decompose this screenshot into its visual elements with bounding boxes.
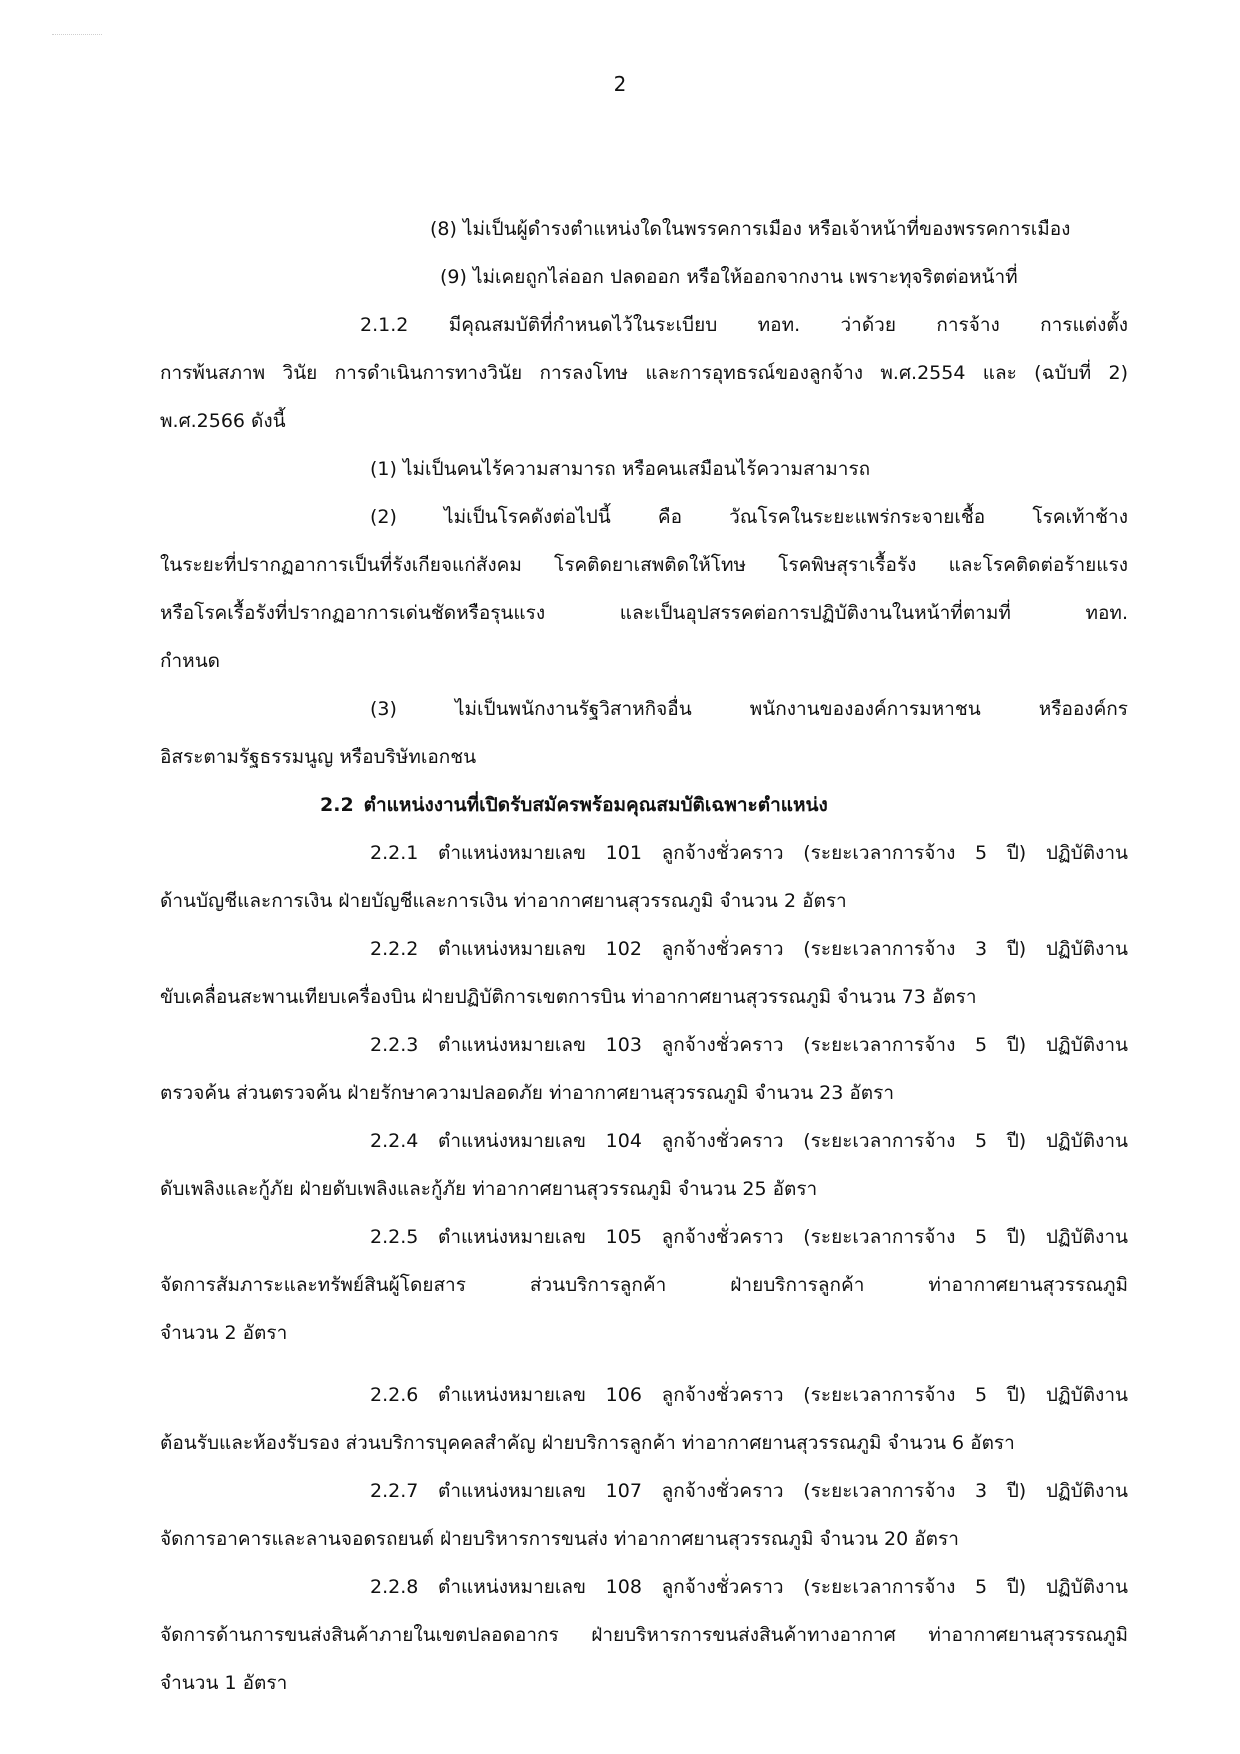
position-104-line-1	[160, 1117, 1128, 1165]
section-2-2-heading	[160, 781, 1128, 829]
position-102-line-2: ขับเคลื่อนสะพานเทียบเครื่องบิน ฝ่ายปฏิบัติการเขตการบิน ท่าอากาศยานสุวรรณภูมิ จำนวน 73 อัตรา	[160, 986, 977, 1008]
position-106-line-1	[160, 1371, 1128, 1419]
position-101-line-1	[160, 829, 1128, 877]
position-107-line-2: จัดการอาคารและลานจอดรถยนต์ ฝ่ายบริหารการขนส่ง ท่าอากาศยานสุวรรณภูมิ จำนวน 20 อัตรา	[160, 1528, 959, 1550]
qualification-sub-1: (1) ไม่เป็นคนไร้ความสามารถ หรือคนเสมือนไร้ความสามารถ	[370, 458, 871, 480]
position-104-line-2: ดับเพลิงและกู้ภัย ฝ่ายดับเพลิงและกู้ภัย ท่าอากาศยานสุวรรณภูมิ จำนวน 25 อัตรา	[160, 1178, 818, 1200]
position-103-line-2: ตรวจค้น ส่วนตรวจค้น ฝ่ายรักษาความปลอดภัย ท่าอากาศยานสุวรรณภูมิ จำนวน 23 อัตรา	[160, 1082, 894, 1104]
position-103-text: 2.2.3 ตำแหน่งหมายเลข 103 ลูกจ้างชั่วคราว (ระยะเวลาการจ้าง 5 ปี) ปฏิบัติงาน	[370, 1034, 1128, 1056]
section-2-1-2-text: 2.1.2 มีคุณสมบัติที่กำหนดไว้ในระเบียบ ทอท. ว่าด้วย การจ้าง การแต่งตั้ง	[360, 314, 1128, 336]
position-106-text: 2.2.6 ตำแหน่งหมายเลข 106 ลูกจ้างชั่วคราว (ระยะเวลาการจ้าง 5 ปี) ปฏิบัติงาน	[370, 1384, 1128, 1406]
position-106-line-2: ต้อนรับและห้องรับรอง ส่วนบริการบุคคลสำคัญ ฝ่ายบริการลูกค้า ท่าอากาศยานสุวรรณภูมิ จำนวน 6 อัตรา	[160, 1432, 1015, 1454]
position-104-text: 2.2.4 ตำแหน่งหมายเลข 104 ลูกจ้างชั่วคราว (ระยะเวลาการจ้าง 5 ปี) ปฏิบัติงาน	[370, 1130, 1128, 1152]
section-2-1-2-line-3: พ.ศ.2566 ดังนี้	[160, 410, 286, 432]
position-103-line-1	[160, 1021, 1128, 1069]
position-107-line-1	[160, 1467, 1128, 1515]
position-108-continuation: จัดการด้านการขนส่งสินค้าภายในเขตปลอดอากร ฝ่ายบริหารการขนส่งสินค้าทางอากาศ ท่าอากาศยานสุวรรณภูมิ	[160, 1624, 1128, 1646]
scan-artifact	[52, 34, 102, 36]
position-108-line-3: จำนวน 1 อัตรา	[160, 1672, 288, 1694]
position-108-line-2	[160, 1611, 1128, 1659]
position-105-continuation: จัดการสัมภาระและทรัพย์สินผู้โดยสาร ส่วนบริการลูกค้า ฝ่ายบริการลูกค้า ท่าอากาศยานสุวรรณภูมิ	[160, 1274, 1128, 1296]
position-102-line-1	[160, 925, 1128, 973]
paragraph-gap	[160, 1357, 1128, 1371]
qualification-sub-2-text: (2) ไม่เป็นโรคดังต่อไปนี้ คือ วัณโรคในระยะแพร่กระจายเชื้อ โรคเท้าช้าง	[370, 506, 1128, 528]
page-number: 2	[613, 72, 627, 96]
qualification-sub-3-line-2: อิสระตามรัฐธรรมนูญ หรือบริษัทเอกชน	[160, 746, 477, 768]
section-2-2-number: 2.2	[320, 794, 354, 816]
qualification-sub-3-text: (3) ไม่เป็นพนักงานรัฐวิสาหกิจอื่น พนักงานขององค์การมหาชน หรือองค์กร	[370, 698, 1128, 720]
section-2-1-2-line-2	[160, 349, 1128, 397]
document-body	[160, 205, 1128, 1707]
position-105-line-2	[160, 1261, 1128, 1309]
qualification-sub-2-continuation-1: ในระยะที่ปรากฏอาการเป็นที่รังเกียจแก่สังคม โรคติดยาเสพติดให้โทษ โรคพิษสุราเรื้อรัง และโรคติดต่อร้ายแรง	[160, 554, 1128, 576]
position-108-text: 2.2.8 ตำแหน่งหมายเลข 108 ลูกจ้างชั่วคราว (ระยะเวลาการจ้าง 5 ปี) ปฏิบัติงาน	[370, 1576, 1128, 1598]
qualification-sub-3-line-1	[160, 685, 1128, 733]
qualification-item-9: (9) ไม่เคยถูกไล่ออก ปลดออก หรือให้ออกจากงาน เพราะทุจริตต่อหน้าที่	[440, 266, 1018, 288]
position-105-line-3: จำนวน 2 อัตรา	[160, 1322, 288, 1344]
qualification-sub-2-line-3	[160, 589, 1128, 637]
section-2-1-2-line-1	[160, 301, 1128, 349]
section-2-2-title: ตำแหน่งงานที่เปิดรับสมัครพร้อมคุณสมบัติเฉพาะตำแหน่ง	[363, 794, 828, 816]
position-107-text: 2.2.7 ตำแหน่งหมายเลข 107 ลูกจ้างชั่วคราว (ระยะเวลาการจ้าง 3 ปี) ปฏิบัติงาน	[370, 1480, 1128, 1502]
position-101-text: 2.2.1 ตำแหน่งหมายเลข 101 ลูกจ้างชั่วคราว (ระยะเวลาการจ้าง 5 ปี) ปฏิบัติงาน	[370, 842, 1128, 864]
position-105-line-1	[160, 1213, 1128, 1261]
position-105-text: 2.2.5 ตำแหน่งหมายเลข 105 ลูกจ้างชั่วคราว (ระยะเวลาการจ้าง 5 ปี) ปฏิบัติงาน	[370, 1226, 1128, 1248]
qualification-item-8: (8) ไม่เป็นผู้ดำรงตำแหน่งใดในพรรคการเมือง หรือเจ้าหน้าที่ของพรรคการเมือง	[430, 218, 1071, 240]
position-102-text: 2.2.2 ตำแหน่งหมายเลข 102 ลูกจ้างชั่วคราว (ระยะเวลาการจ้าง 3 ปี) ปฏิบัติงาน	[370, 938, 1128, 960]
qualification-sub-2-continuation-2: หรือโรคเรื้อรังที่ปรากฏอาการเด่นชัดหรือรุนแรง และเป็นอุปสรรคต่อการปฏิบัติงานในหน้าที่ตามที่ ทอท.	[160, 602, 1128, 624]
qualification-sub-2-line-4: กำหนด	[160, 650, 221, 672]
qualification-sub-2-line-2	[160, 541, 1128, 589]
qualification-sub-2-line-1	[160, 493, 1128, 541]
section-2-1-2-continuation: การพ้นสภาพ วินัย การดำเนินการทางวินัย การลงโทษ และการอุทธรณ์ของลูกจ้าง พ.ศ.2554 และ (ฉบับที่ 2)	[160, 362, 1128, 384]
position-101-line-2: ด้านบัญชีและการเงิน ฝ่ายบัญชีและการเงิน ท่าอากาศยานสุวรรณภูมิ จำนวน 2 อัตรา	[160, 890, 847, 912]
position-108-line-1	[160, 1563, 1128, 1611]
